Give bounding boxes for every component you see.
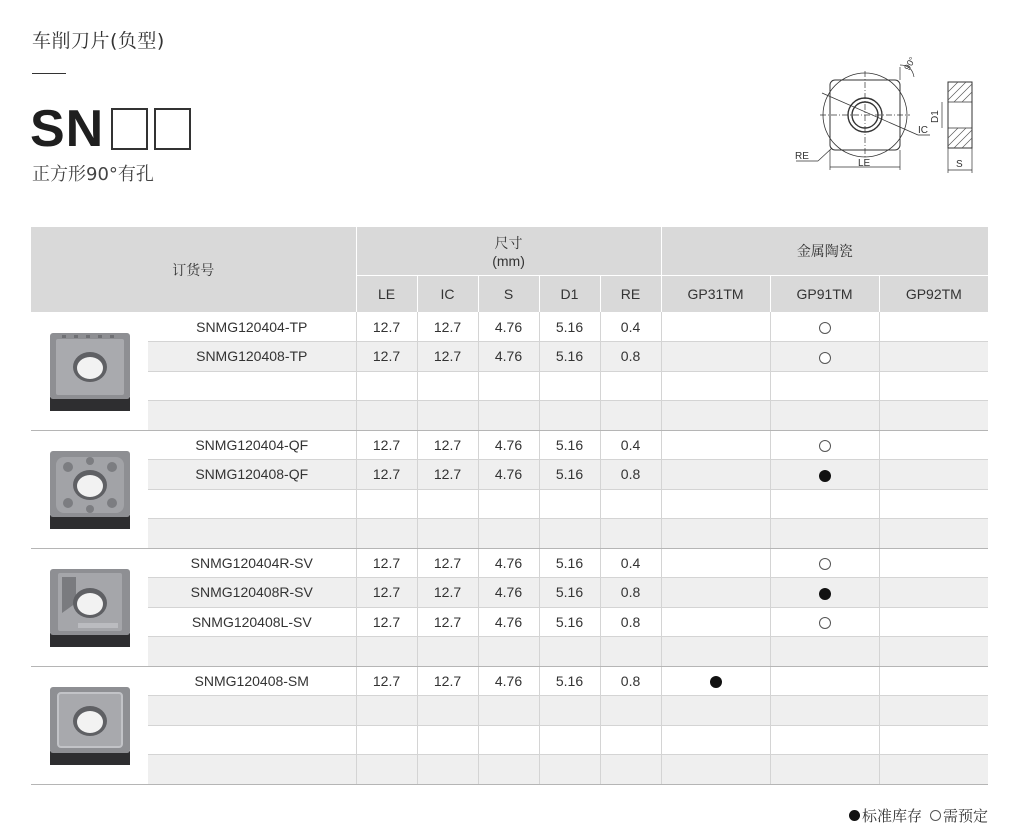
dimensions-header-unit: (mm) [492,252,525,269]
dimension-cell [478,371,539,401]
model-number-cell: SNMG120408R-SV [148,578,356,608]
model-number-cell [148,519,356,549]
dimension-cell: 5.16 [539,578,600,608]
grade-col-header: GP92TM [879,275,988,312]
dimension-cell [600,401,661,431]
dimension-cell: 12.7 [356,578,417,608]
product-table [31,227,988,785]
open-circle-icon [930,810,941,821]
legend-preorder [930,805,988,826]
grade-availability-cell [661,371,770,401]
legend-standard-stock-label: 标准库存 [861,807,922,825]
dimension-cell [539,755,600,785]
dimensions-header [356,227,661,275]
s-label: S [956,159,963,170]
grade-availability-cell [661,519,770,549]
grade-availability-cell [770,548,879,578]
grade-col-header: GP91TM [770,275,879,312]
dimension-cell: 0.8 [600,578,661,608]
shape-description: 正方形90°有孔 [32,164,154,185]
open-circle-icon [819,440,831,452]
dimension-cell: 4.76 [478,666,539,696]
dimension-cell [539,637,600,667]
grade-col-header: GP31TM [661,275,770,312]
open-circle-icon [819,558,831,570]
grade-availability-cell [879,725,988,755]
table-row [31,401,988,431]
filled-circle-icon [819,470,831,482]
dimension-cell: 0.8 [600,666,661,696]
dimension-cell [417,519,478,549]
grade-availability-cell [879,371,988,401]
model-number-cell: SNMG120408-SM [148,666,356,696]
grade-availability-cell [770,607,879,637]
dimension-cell [356,696,417,726]
table-row [31,342,988,372]
filled-circle-icon [710,676,722,688]
dimension-cell [417,371,478,401]
dimension-cell: 12.7 [356,607,417,637]
model-number-cell: SNMG120404-TP [148,312,356,342]
dimension-cell [539,371,600,401]
dimension-cell [356,637,417,667]
filled-circle-icon [819,588,831,600]
table-row [31,755,988,785]
dimension-cell: 4.76 [478,460,539,490]
grade-availability-cell [661,696,770,726]
grade-availability-cell [661,312,770,342]
model-number-cell [148,696,356,726]
filled-circle-icon [849,810,860,821]
dimension-cell: 12.7 [356,312,417,342]
grade-group-header: 金属陶瓷 [661,227,988,275]
dimension-cell [356,401,417,431]
dimension-cell [600,755,661,785]
dimension-cell: 12.7 [417,548,478,578]
dimension-cell [600,489,661,519]
dimension-cell [417,401,478,431]
dimension-cell: 12.7 [356,342,417,372]
model-number-cell: SNMG120408-TP [148,342,356,372]
dimension-cell: 12.7 [417,342,478,372]
table-row [31,430,988,460]
model-number-cell [148,725,356,755]
grade-availability-cell [661,460,770,490]
series-heading [30,100,191,158]
dimension-cell [478,637,539,667]
grade-availability-cell [661,666,770,696]
model-number-cell [148,755,356,785]
dimension-cell [478,401,539,431]
dimension-cell: 12.7 [356,548,417,578]
dimension-cell [539,696,600,726]
grade-availability-cell [879,696,988,726]
grade-availability-cell [770,725,879,755]
table-row [31,637,988,667]
dimension-cell [356,489,417,519]
grade-availability-cell [661,548,770,578]
table-row [31,489,988,519]
le-label: LE [858,158,871,169]
legend-preorder-label: 需预定 [942,807,988,825]
table-row [31,519,988,549]
dimension-cell: 0.8 [600,460,661,490]
grade-availability-cell [770,401,879,431]
dimension-cell [600,637,661,667]
dimension-cell: 4.76 [478,342,539,372]
dimension-cell [478,489,539,519]
re-label: RE [795,151,809,162]
dimension-cell [600,371,661,401]
grade-availability-cell [879,519,988,549]
grade-availability-cell [770,696,879,726]
dimension-cell: 5.16 [539,666,600,696]
insert-dimension-diagram [790,55,990,177]
grade-availability-cell [879,607,988,637]
grade-availability-cell [879,489,988,519]
model-number-cell [148,371,356,401]
dimension-cell: 4.76 [478,312,539,342]
dimension-cell: 12.7 [356,430,417,460]
model-number-cell: SNMG120404R-SV [148,548,356,578]
insert-image-cell [31,430,148,548]
dimension-cell [417,725,478,755]
grade-availability-cell [661,755,770,785]
model-number-cell: SNMG120408L-SV [148,607,356,637]
dimension-cell: 12.7 [417,578,478,608]
grade-availability-cell [661,489,770,519]
model-number-cell [148,401,356,431]
grade-availability-cell [879,637,988,667]
table-row [31,371,988,401]
dim-col-header: IC [417,275,478,312]
stock-legend [841,805,988,826]
grade-availability-cell [770,578,879,608]
insert-image-chipbreaker-qf [48,445,132,533]
grade-availability-cell [770,519,879,549]
dimension-cell: 4.76 [478,430,539,460]
dimension-cell [539,519,600,549]
ic-label: IC [918,125,928,136]
grade-availability-cell [770,666,879,696]
insert-image-cell [31,666,148,784]
dimension-cell [539,489,600,519]
grade-availability-cell [879,460,988,490]
open-circle-icon [819,617,831,629]
grade-availability-cell [770,755,879,785]
table-row [31,725,988,755]
dimension-cell: 0.8 [600,607,661,637]
dimension-cell: 0.4 [600,312,661,342]
dimension-cell [356,755,417,785]
open-circle-icon [819,352,831,364]
dimension-cell [600,519,661,549]
series-code: SN [30,100,105,158]
d1-label: D1 [930,110,941,123]
grade-availability-cell [770,430,879,460]
dimension-cell [356,725,417,755]
dimension-cell: 12.7 [417,430,478,460]
grade-availability-cell [879,755,988,785]
dimension-cell: 0.8 [600,342,661,372]
dimension-cell: 5.16 [539,607,600,637]
model-number-cell [148,489,356,519]
grade-availability-cell [879,548,988,578]
dimension-cell: 5.16 [539,430,600,460]
dimension-cell [356,371,417,401]
table-row [31,548,988,578]
table-row [31,696,988,726]
dimension-cell [478,696,539,726]
grade-availability-cell [770,342,879,372]
grade-availability-cell [770,489,879,519]
model-number-cell: SNMG120408-QF [148,460,356,490]
dimension-cell: 12.7 [356,460,417,490]
angle-label: 90° [902,55,918,72]
grade-availability-cell [770,312,879,342]
grade-availability-cell [879,342,988,372]
dimension-cell: 5.16 [539,312,600,342]
insert-image-chipbreaker-sv [48,563,132,651]
grade-availability-cell [661,637,770,667]
dimension-cell: 12.7 [417,460,478,490]
dimension-cell: 4.76 [478,607,539,637]
dimension-cell: 12.7 [356,666,417,696]
dimension-cell [539,401,600,431]
grade-availability-cell [661,607,770,637]
insert-image-cell [31,548,148,666]
dimensions-header-title: 尺寸 [494,234,523,251]
legend-standard-stock [849,805,922,826]
insert-image-cell [31,312,148,430]
open-circle-icon [819,322,831,334]
dimension-cell [417,755,478,785]
title-divider [32,73,66,74]
table-row [31,607,988,637]
dimension-cell [539,725,600,755]
dimension-cell [417,637,478,667]
dim-col-header: RE [600,275,661,312]
table-row [31,460,988,490]
dim-col-header: D1 [539,275,600,312]
dimension-cell [478,755,539,785]
category-title: 车削刀片(负型) [32,30,165,52]
dimension-cell: 12.7 [417,666,478,696]
dimension-cell: 4.76 [478,578,539,608]
dimension-cell: 0.4 [600,548,661,578]
series-placeholder-box [154,108,191,150]
table-row [31,578,988,608]
grade-availability-cell [879,666,988,696]
dimension-cell: 0.4 [600,430,661,460]
series-placeholder-box [111,108,148,150]
dimension-cell [600,696,661,726]
order-number-header: 订货号 [31,227,356,312]
insert-image-chipbreaker-tp [48,327,132,415]
dimension-cell: 5.16 [539,548,600,578]
dimension-cell [417,489,478,519]
dimension-cell: 5.16 [539,460,600,490]
dimension-cell [600,725,661,755]
dimension-cell: 4.76 [478,548,539,578]
grade-availability-cell [661,401,770,431]
grade-availability-cell [661,342,770,372]
grade-availability-cell [879,312,988,342]
insert-image-chipbreaker-sm [48,681,132,769]
grade-availability-cell [879,401,988,431]
grade-availability-cell [770,637,879,667]
table-row [31,666,988,696]
grade-availability-cell [661,578,770,608]
grade-availability-cell [770,460,879,490]
grade-availability-cell [879,578,988,608]
dimension-cell: 5.16 [539,342,600,372]
dim-col-header: S [478,275,539,312]
grade-availability-cell [879,430,988,460]
dimension-cell [356,519,417,549]
dimension-cell [478,519,539,549]
grade-availability-cell [661,430,770,460]
table-row [31,312,988,342]
dimension-cell: 12.7 [417,312,478,342]
dim-col-header: LE [356,275,417,312]
dimension-cell [417,696,478,726]
dimension-cell: 12.7 [417,607,478,637]
grade-availability-cell [770,371,879,401]
dimension-cell [478,725,539,755]
model-number-cell: SNMG120404-QF [148,430,356,460]
grade-availability-cell [661,725,770,755]
model-number-cell [148,637,356,667]
